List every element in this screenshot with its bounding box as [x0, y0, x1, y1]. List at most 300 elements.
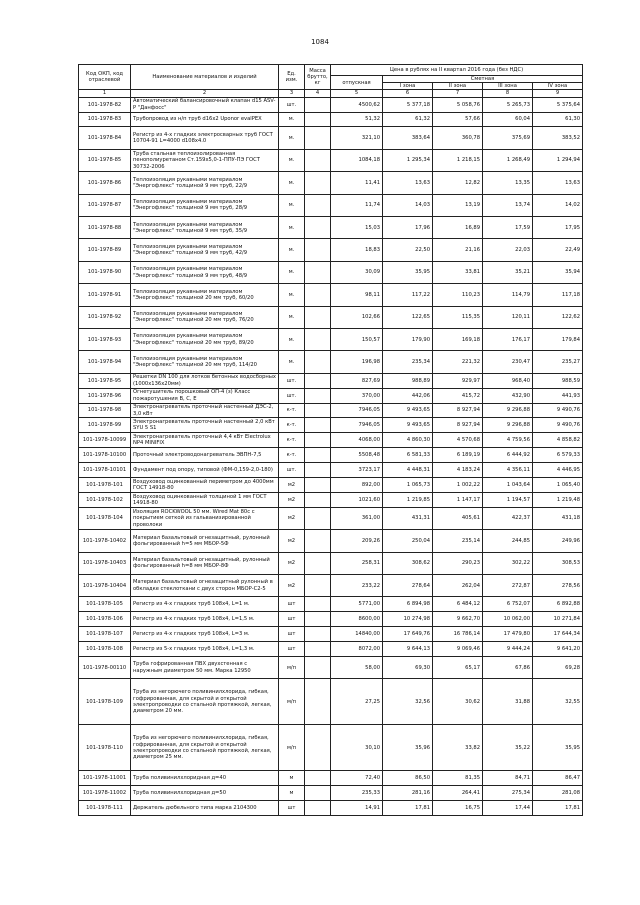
- cell-zone4-price: 86,47: [533, 771, 583, 786]
- cell-unit: м.: [279, 217, 305, 239]
- cell-name: Изоляция ROCKWOOL 50 мм. Wired Mat 80с с покрытием сеткой из гальванизированной проволоки: [131, 507, 279, 529]
- cell-zone1-price: 383,64: [383, 127, 433, 149]
- cell-name: Теплоизоляция рукавными материалом "Энергофлекс" толщиной 20 мм труб, 89/20: [131, 329, 279, 351]
- cell-release-price: 209,26: [331, 530, 383, 552]
- cell-mass: [305, 418, 331, 433]
- cell-zone2-price: 12,82: [433, 172, 483, 194]
- cell-name: Воздуховод оцинкованный периметром до 4000мм ГОСТ 14918-80: [131, 478, 279, 493]
- cell-name: Теплоизоляция рукавными материалом "Энергофлекс" толщиной 9 мм труб, 42/9: [131, 239, 279, 261]
- cell-code: 101-1978-10100: [79, 448, 131, 463]
- cell-zone2-price: 33,81: [433, 261, 483, 283]
- cell-zone2-price: 115,35: [433, 306, 483, 328]
- table-row: [79, 172, 583, 194]
- cell-unit: м.: [279, 239, 305, 261]
- cell-zone2-price: 1 218,15: [433, 149, 483, 171]
- cell-zone1-price: 988,89: [383, 373, 433, 388]
- cell-zone4-price: 235,27: [533, 351, 583, 373]
- table-row: [79, 492, 583, 507]
- cell-name: Воздуховод оцинкованный толщиной 1 мм ГОСТ 14918-80: [131, 492, 279, 507]
- table-row: [79, 217, 583, 239]
- cell-zone4-price: 117,18: [533, 284, 583, 306]
- cell-zone1-price: 86,50: [383, 771, 433, 786]
- cell-release-price: 58,00: [331, 656, 383, 678]
- table-row: [79, 786, 583, 801]
- cell-mass: [305, 284, 331, 306]
- cell-zone3-price: 4 356,11: [483, 463, 533, 478]
- cell-code: 101-1978-95: [79, 373, 131, 388]
- cell-zone3-price: 114,79: [483, 284, 533, 306]
- cell-release-price: 321,10: [331, 127, 383, 149]
- cell-zone1-price: 122,65: [383, 306, 433, 328]
- table-row: [79, 656, 583, 678]
- cell-zone2-price: 264,41: [433, 786, 483, 801]
- cell-unit: м: [279, 771, 305, 786]
- cell-zone1-price: 14,03: [383, 194, 433, 216]
- cell-code: 101-1978-10099: [79, 433, 131, 448]
- cell-name: Теплоизоляция рукавными материалом "Энергофлекс" толщиной 20 мм труб, 60/20: [131, 284, 279, 306]
- cell-zone3-price: 84,71: [483, 771, 533, 786]
- cell-zone1-price: 6 894,98: [383, 597, 433, 612]
- cell-release-price: 4500,62: [331, 97, 383, 112]
- table-row: [79, 507, 583, 529]
- cell-mass: [305, 261, 331, 283]
- cell-release-price: 235,33: [331, 786, 383, 801]
- cell-zone2-price: 1 147,17: [433, 492, 483, 507]
- cell-code: 101-1978-108: [79, 642, 131, 657]
- cell-zone2-price: 16,89: [433, 217, 483, 239]
- cell-unit: м.: [279, 329, 305, 351]
- cell-mass: [305, 552, 331, 574]
- table-row: [79, 97, 583, 112]
- cell-zone4-price: 17 644,34: [533, 627, 583, 642]
- cell-zone4-price: 1 294,94: [533, 149, 583, 171]
- cell-zone4-price: 431,18: [533, 507, 583, 529]
- header-zone4: IV зона: [533, 83, 583, 90]
- cell-release-price: 30,10: [331, 725, 383, 771]
- cell-zone4-price: 988,59: [533, 373, 583, 388]
- cell-zone1-price: 281,16: [383, 786, 433, 801]
- header-zone2: II зона: [433, 83, 483, 90]
- cell-release-price: 1021,60: [331, 492, 383, 507]
- table-row: [79, 530, 583, 552]
- table-row: [79, 194, 583, 216]
- cell-zone4-price: 35,95: [533, 725, 583, 771]
- cell-mass: [305, 786, 331, 801]
- cell-zone1-price: 1 065,73: [383, 478, 433, 493]
- cell-zone1-price: 442,06: [383, 388, 433, 403]
- cell-code: 101-1978-84: [79, 127, 131, 149]
- table-row: [79, 306, 583, 328]
- cell-release-price: 7946,05: [331, 403, 383, 418]
- cell-code: 101-1978-85: [79, 149, 131, 171]
- cell-mass: [305, 217, 331, 239]
- cell-unit: м: [279, 786, 305, 801]
- cell-zone2-price: 4 570,68: [433, 433, 483, 448]
- cell-zone2-price: 4 183,24: [433, 463, 483, 478]
- cell-zone1-price: 308,62: [383, 552, 433, 574]
- cell-code: 101-1978-92: [79, 306, 131, 328]
- cell-release-price: 5771,00: [331, 597, 383, 612]
- cell-zone4-price: 249,96: [533, 530, 583, 552]
- cell-zone3-price: 22,03: [483, 239, 533, 261]
- cell-zone1-price: 250,04: [383, 530, 433, 552]
- cell-zone3-price: 968,40: [483, 373, 533, 388]
- cell-zone2-price: 16,75: [433, 801, 483, 816]
- table-row: [79, 261, 583, 283]
- cell-zone3-price: 9 444,24: [483, 642, 533, 657]
- cell-zone4-price: 6 892,88: [533, 597, 583, 612]
- cell-release-price: 14840,00: [331, 627, 383, 642]
- cell-zone2-price: 235,14: [433, 530, 483, 552]
- cell-release-price: 51,32: [331, 112, 383, 127]
- cell-zone2-price: 13,19: [433, 194, 483, 216]
- cell-zone3-price: 422,37: [483, 507, 533, 529]
- cell-code: 101-1978-109: [79, 679, 131, 725]
- table-row: [79, 329, 583, 351]
- cell-code: 101-1978-10402: [79, 530, 131, 552]
- cell-name: Теплоизоляция рукавными материалом "Энергофлекс" толщиной 9 мм труб, 35/9: [131, 217, 279, 239]
- cell-name: Труба стальная теплоизолированная пенополиуретаном Ст.159х5,0-1-ППУ-ПЭ ГОСТ 30732-2006: [131, 149, 279, 171]
- cell-zone1-price: 117,22: [383, 284, 433, 306]
- cell-release-price: 102,66: [331, 306, 383, 328]
- cell-zone3-price: 5 265,73: [483, 97, 533, 112]
- cell-zone4-price: 10 271,84: [533, 612, 583, 627]
- table-row: [79, 771, 583, 786]
- header-price-group: Цена в рублях на II квартал 2016 года (без НДС): [331, 65, 583, 76]
- cell-name: Теплоизоляция рукавными материалом "Энергофлекс" толщиной 9 мм труб, 48/9: [131, 261, 279, 283]
- cell-code: 101-1978-101: [79, 478, 131, 493]
- cell-unit: м/п: [279, 725, 305, 771]
- cell-zone3-price: 6 752,07: [483, 597, 533, 612]
- cell-code: 101-1978-10403: [79, 552, 131, 574]
- cell-release-price: 370,00: [331, 388, 383, 403]
- cell-unit: шт.: [279, 373, 305, 388]
- cell-unit: м.: [279, 261, 305, 283]
- cell-zone3-price: 9 296,88: [483, 403, 533, 418]
- cell-zone3-price: 67,86: [483, 656, 533, 678]
- col-index: 2: [131, 90, 279, 97]
- cell-unit: шт: [279, 627, 305, 642]
- cell-name: Труба гофрированная ПВХ двухстенная с наружным диаметром 50 мм. Марка 12950: [131, 656, 279, 678]
- cell-code: 101-1978-10101: [79, 463, 131, 478]
- cell-zone1-price: 278,64: [383, 574, 433, 596]
- cell-zone1-price: 35,96: [383, 725, 433, 771]
- cell-release-price: 827,69: [331, 373, 383, 388]
- cell-name: Теплоизоляция рукавными материалом "Энергофлекс" толщиной 20 мм труб, 114/20: [131, 351, 279, 373]
- cell-name: Регистр из 4-х гладких электросварных труб ГОСТ 10704-91 L=4000 d108x4.0: [131, 127, 279, 149]
- cell-mass: [305, 574, 331, 596]
- cell-release-price: 1084,18: [331, 149, 383, 171]
- cell-zone2-price: 1 002,22: [433, 478, 483, 493]
- cell-zone2-price: 9 069,46: [433, 642, 483, 657]
- cell-zone2-price: 9 662,70: [433, 612, 483, 627]
- cell-mass: [305, 448, 331, 463]
- header-estimate: Сметная: [383, 76, 583, 83]
- table-row: [79, 403, 583, 418]
- cell-zone3-price: 375,69: [483, 127, 533, 149]
- cell-code: 101-1978-86: [79, 172, 131, 194]
- cell-unit: к-т.: [279, 448, 305, 463]
- cell-zone2-price: 5 058,76: [433, 97, 483, 112]
- table-row: [79, 679, 583, 725]
- cell-unit: м2: [279, 530, 305, 552]
- cell-zone2-price: 8 927,94: [433, 403, 483, 418]
- cell-release-price: 7946,05: [331, 418, 383, 433]
- cell-unit: м2: [279, 507, 305, 529]
- page-number: 1084: [311, 38, 329, 46]
- cell-release-price: 18,83: [331, 239, 383, 261]
- cell-zone1-price: 10 274,98: [383, 612, 433, 627]
- cell-code: 101-1978-94: [79, 351, 131, 373]
- col-index: 4: [305, 90, 331, 97]
- cell-code: 101-1978-104: [79, 507, 131, 529]
- cell-zone4-price: 6 579,33: [533, 448, 583, 463]
- cell-unit: м.: [279, 112, 305, 127]
- header-name: Наименование материалов и изделий: [131, 65, 279, 90]
- cell-mass: [305, 112, 331, 127]
- cell-mass: [305, 492, 331, 507]
- col-index: 7: [433, 90, 483, 97]
- cell-zone3-price: 35,21: [483, 261, 533, 283]
- cell-mass: [305, 507, 331, 529]
- price-table-body: [79, 97, 583, 815]
- cell-zone1-price: 69,30: [383, 656, 433, 678]
- cell-zone1-price: 6 581,33: [383, 448, 433, 463]
- cell-zone3-price: 1 043,64: [483, 478, 533, 493]
- price-table: [78, 64, 583, 816]
- cell-release-price: 196,98: [331, 351, 383, 373]
- cell-code: 101-1978-11001: [79, 771, 131, 786]
- cell-zone2-price: 16 786,14: [433, 627, 483, 642]
- table-row: [79, 284, 583, 306]
- cell-zone4-price: 5 375,64: [533, 97, 583, 112]
- table-row: [79, 627, 583, 642]
- table-row: [79, 478, 583, 493]
- cell-unit: м2: [279, 574, 305, 596]
- col-index: 5: [331, 90, 383, 97]
- cell-mass: [305, 127, 331, 149]
- table-row: [79, 112, 583, 127]
- cell-name: Трубопровод из н/п труб d16x2 Uponor evalPEX: [131, 112, 279, 127]
- cell-zone1-price: 17,81: [383, 801, 433, 816]
- cell-mass: [305, 388, 331, 403]
- cell-name: Теплоизоляция рукавными материалом "Энергофлекс" толщиной 9 мм труб, 28/9: [131, 194, 279, 216]
- cell-zone3-price: 302,22: [483, 552, 533, 574]
- cell-mass: [305, 194, 331, 216]
- table-row: [79, 552, 583, 574]
- cell-zone3-price: 31,88: [483, 679, 533, 725]
- cell-unit: м/п: [279, 679, 305, 725]
- cell-release-price: 258,31: [331, 552, 383, 574]
- table-row: [79, 418, 583, 433]
- cell-zone4-price: 17,95: [533, 217, 583, 239]
- cell-zone3-price: 432,90: [483, 388, 533, 403]
- cell-zone1-price: 17,96: [383, 217, 433, 239]
- cell-code: 101-1978-88: [79, 217, 131, 239]
- cell-zone3-price: 272,87: [483, 574, 533, 596]
- cell-name: Проточный электроводонагреватель ЭВПН-7,5: [131, 448, 279, 463]
- cell-release-price: 892,00: [331, 478, 383, 493]
- cell-mass: [305, 656, 331, 678]
- cell-name: Автоматический балансировочный клапан d15 ASV-P "Данфосс": [131, 97, 279, 112]
- cell-name: Решетки DN 100 для лотков бетонных водосборных (1000х136х20мм): [131, 373, 279, 388]
- cell-release-price: 30,09: [331, 261, 383, 283]
- header-code: Код ОКП, код отраслевой: [79, 65, 131, 90]
- cell-zone2-price: 221,32: [433, 351, 483, 373]
- cell-release-price: 150,57: [331, 329, 383, 351]
- table-row: [79, 574, 583, 596]
- cell-code: 101-1978-106: [79, 612, 131, 627]
- cell-mass: [305, 597, 331, 612]
- cell-code: 101-1978-96: [79, 388, 131, 403]
- cell-zone1-price: 4 448,31: [383, 463, 433, 478]
- cell-unit: к-т.: [279, 403, 305, 418]
- cell-unit: м.: [279, 351, 305, 373]
- header-mass: Масса брутто, кг: [305, 65, 331, 90]
- cell-name: Огнетушитель порошковый ОП-4 (з) Класс пожаротушения В, С, Е: [131, 388, 279, 403]
- cell-mass: [305, 351, 331, 373]
- cell-zone3-price: 244,85: [483, 530, 533, 552]
- cell-zone4-price: 4 446,95: [533, 463, 583, 478]
- cell-zone1-price: 4 860,30: [383, 433, 433, 448]
- cell-unit: шт: [279, 642, 305, 657]
- header-zone1: I зона: [383, 83, 433, 90]
- cell-zone2-price: 405,61: [433, 507, 483, 529]
- cell-zone4-price: 9 641,20: [533, 642, 583, 657]
- cell-name: Труба из негорючего поливинилхлорида, гибкая, гофрированная, для скрытой и открытой электропроводки со стальной протяжкой, легкая, диаметром 25 мм.: [131, 725, 279, 771]
- cell-zone4-price: 1 065,40: [533, 478, 583, 493]
- cell-zone4-price: 9 490,76: [533, 418, 583, 433]
- cell-unit: шт: [279, 612, 305, 627]
- cell-code: 101-1978-90: [79, 261, 131, 283]
- cell-code: 101-1978-111: [79, 801, 131, 816]
- cell-zone1-price: 22,50: [383, 239, 433, 261]
- cell-zone1-price: 9 644,13: [383, 642, 433, 657]
- cell-mass: [305, 725, 331, 771]
- cell-zone4-price: 4 858,82: [533, 433, 583, 448]
- cell-unit: к-т.: [279, 433, 305, 448]
- cell-release-price: 14,91: [331, 801, 383, 816]
- cell-zone1-price: 17 649,76: [383, 627, 433, 642]
- cell-code: 101-1978-98: [79, 403, 131, 418]
- table-row: [79, 351, 583, 373]
- table-row: [79, 801, 583, 816]
- cell-release-price: 72,40: [331, 771, 383, 786]
- table-row: [79, 597, 583, 612]
- cell-zone3-price: 10 062,00: [483, 612, 533, 627]
- cell-mass: [305, 239, 331, 261]
- cell-zone1-price: 35,95: [383, 261, 433, 283]
- cell-mass: [305, 97, 331, 112]
- cell-zone1-price: 13,63: [383, 172, 433, 194]
- cell-zone3-price: 35,22: [483, 725, 533, 771]
- header-zone3: III зона: [483, 83, 533, 90]
- col-index: 8: [483, 90, 533, 97]
- cell-zone2-price: 169,18: [433, 329, 483, 351]
- cell-zone2-price: 360,78: [433, 127, 483, 149]
- cell-zone2-price: 6 189,19: [433, 448, 483, 463]
- cell-zone2-price: 57,66: [433, 112, 483, 127]
- cell-zone4-price: 61,30: [533, 112, 583, 127]
- cell-zone3-price: 1 268,49: [483, 149, 533, 171]
- cell-zone2-price: 65,17: [433, 656, 483, 678]
- cell-release-price: 3723,17: [331, 463, 383, 478]
- cell-zone3-price: 17,44: [483, 801, 533, 816]
- col-index: 6: [383, 90, 433, 97]
- cell-zone3-price: 17 479,80: [483, 627, 533, 642]
- cell-zone4-price: 179,84: [533, 329, 583, 351]
- cell-zone4-price: 69,28: [533, 656, 583, 678]
- cell-unit: шт.: [279, 463, 305, 478]
- table-row: [79, 448, 583, 463]
- cell-zone2-price: 110,23: [433, 284, 483, 306]
- cell-release-price: 15,03: [331, 217, 383, 239]
- cell-mass: [305, 306, 331, 328]
- col-index: 1: [79, 90, 131, 97]
- column-index-row: [79, 90, 583, 97]
- cell-zone2-price: 30,62: [433, 679, 483, 725]
- cell-zone4-price: 22,49: [533, 239, 583, 261]
- cell-name: Регистр из 5-х гладких труб 108х4, L=1,3 м.: [131, 642, 279, 657]
- cell-mass: [305, 612, 331, 627]
- cell-zone1-price: 9 493,65: [383, 403, 433, 418]
- cell-code: 101-1978-10404: [79, 574, 131, 596]
- cell-unit: шт: [279, 801, 305, 816]
- cell-unit: м.: [279, 149, 305, 171]
- cell-mass: [305, 530, 331, 552]
- cell-zone3-price: 6 444,92: [483, 448, 533, 463]
- cell-zone4-price: 122,62: [533, 306, 583, 328]
- cell-zone1-price: 431,31: [383, 507, 433, 529]
- cell-mass: [305, 801, 331, 816]
- cell-unit: шт.: [279, 97, 305, 112]
- cell-mass: [305, 433, 331, 448]
- cell-zone1-price: 1 219,85: [383, 492, 433, 507]
- table-row: [79, 612, 583, 627]
- cell-zone4-price: 1 219,48: [533, 492, 583, 507]
- table-row: [79, 127, 583, 149]
- cell-name: Фундамент под опору, типовой (ФМ-0,159-2,0-180): [131, 463, 279, 478]
- cell-zone4-price: 281,08: [533, 786, 583, 801]
- cell-zone2-price: 262,04: [433, 574, 483, 596]
- cell-mass: [305, 329, 331, 351]
- cell-zone2-price: 8 927,94: [433, 418, 483, 433]
- cell-zone2-price: 6 484,12: [433, 597, 483, 612]
- cell-zone2-price: 21,16: [433, 239, 483, 261]
- cell-release-price: 11,74: [331, 194, 383, 216]
- cell-code: 101-1978-11002: [79, 786, 131, 801]
- cell-code: 101-1978-99: [79, 418, 131, 433]
- cell-zone3-price: 230,47: [483, 351, 533, 373]
- cell-code: 101-1978-82: [79, 97, 131, 112]
- cell-release-price: 5508,48: [331, 448, 383, 463]
- cell-mass: [305, 463, 331, 478]
- cell-name: Материал базальтовый огнезащитный, рулонный фольгированный h=8 мм МБОР-8Ф: [131, 552, 279, 574]
- cell-zone1-price: 61,32: [383, 112, 433, 127]
- cell-mass: [305, 403, 331, 418]
- table-row: [79, 239, 583, 261]
- cell-code: 101-1978-93: [79, 329, 131, 351]
- cell-zone3-price: 275,34: [483, 786, 533, 801]
- cell-code: 101-1978-105: [79, 597, 131, 612]
- cell-release-price: 361,00: [331, 507, 383, 529]
- cell-mass: [305, 172, 331, 194]
- cell-unit: м2: [279, 492, 305, 507]
- cell-name: Электронагреватель проточный настенный 2,0 кВт SYU 5 S1: [131, 418, 279, 433]
- cell-code: 101-1978-89: [79, 239, 131, 261]
- cell-code: 101-1978-107: [79, 627, 131, 642]
- cell-release-price: 98,11: [331, 284, 383, 306]
